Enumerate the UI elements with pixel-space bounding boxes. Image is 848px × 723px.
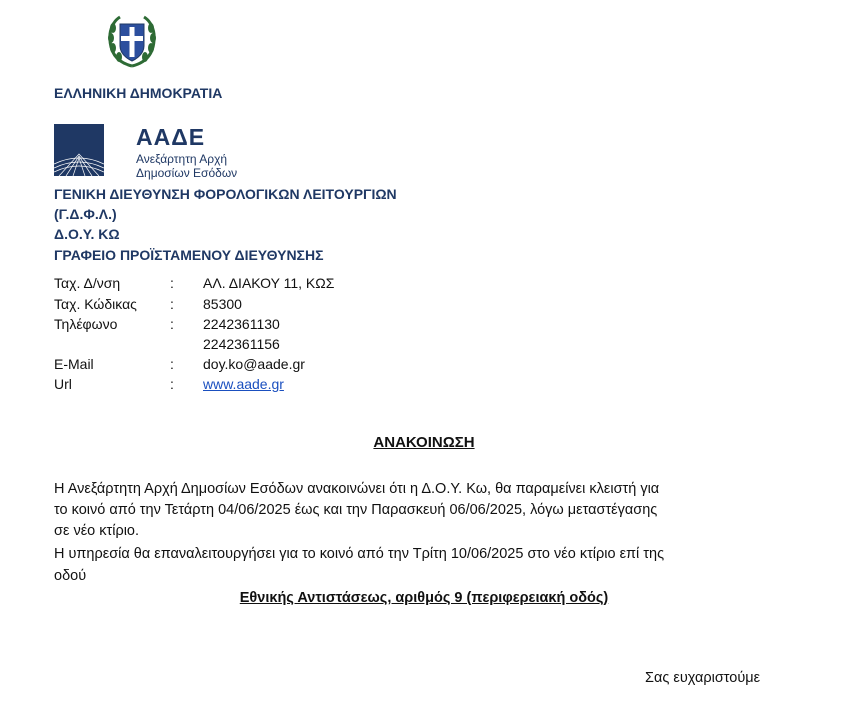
phone-label: Τηλέφωνο — [54, 316, 118, 332]
notice-line-2: το κοινό από την Τετάρτη 04/06/2025 έως και την Παρασκευή 06/06/2025, λόγω μεταστέγασης — [54, 502, 658, 518]
logo-subtitle-1: Ανεξάρτητη Αρχή — [136, 152, 228, 166]
separator: : — [170, 296, 174, 312]
email-label: E-Mail — [54, 356, 94, 372]
notice-line-5: οδού — [54, 568, 87, 584]
url-link[interactable]: www.aade.gr — [203, 376, 284, 392]
notice-line-4: Η υπηρεσία θα επαναλειτουργήσει για το κοινό από την Τρίτη 10/06/2025 στο νέο κτίριο επί της — [54, 546, 665, 562]
postal-label: Ταχ. Κώδικας — [54, 296, 137, 312]
department-line-2: (Γ.Δ.Φ.Λ.) — [54, 206, 117, 222]
closing-thanks: Σας ευχαριστούμε — [645, 670, 761, 686]
address-value: ΑΛ. ΔΙΑΚΟΥ 11, ΚΩΣ — [203, 275, 335, 291]
notice-line-3: σε νέο κτίριο. — [54, 523, 140, 539]
phone-value-1: 2242361130 — [203, 316, 280, 332]
aade-logo-icon — [54, 124, 104, 176]
aade-logo — [54, 124, 254, 180]
separator: : — [170, 376, 174, 392]
notice-title: ΑΝΑΚΟΙΝΩΣΗ — [373, 434, 475, 451]
postal-value: 85300 — [203, 296, 242, 312]
department-line-3: Δ.Ο.Υ. ΚΩ — [54, 226, 120, 242]
department-line-4: ΓΡΑΦΕΙΟ ΠΡΟΪΣΤΑΜΕΝΟΥ ΔΙΕΥΘΥΝΣΗΣ — [54, 247, 324, 263]
greek-emblem-icon — [105, 14, 159, 70]
address-label: Ταχ. Δ/νση — [54, 275, 121, 291]
email-value: doy.ko@aade.gr — [203, 356, 305, 372]
republic-heading: ΕΛΛΗΝΙΚΗ ΔΗΜΟΚΡΑΤΙΑ — [54, 85, 223, 101]
logo-subtitle-2: Δημοσίων Εσόδων — [136, 166, 238, 180]
notice-line-1: Η Ανεξάρτητη Αρχή Δημοσίων Εσόδων ανακοινώνει ότι η Δ.Ο.Υ. Κω, θα παραμείνει κλειστή για — [54, 481, 660, 497]
new-address: Εθνικής Αντιστάσεως, αριθμός 9 (περιφερειακή οδός) — [239, 590, 609, 606]
url-label: Url — [54, 376, 72, 392]
department-line-1: ΓΕΝΙΚΗ ΔΙΕΥΘΥΝΣΗ ΦΟΡΟΛΟΓΙΚΩΝ ΛΕΙΤΟΥΡΓΙΩΝ — [54, 186, 397, 202]
logo-title: ΑΑΔΕ — [136, 124, 206, 150]
separator: : — [170, 275, 174, 291]
separator: : — [170, 316, 174, 332]
separator: : — [170, 356, 174, 372]
phone-value-2: 2242361156 — [203, 336, 280, 352]
